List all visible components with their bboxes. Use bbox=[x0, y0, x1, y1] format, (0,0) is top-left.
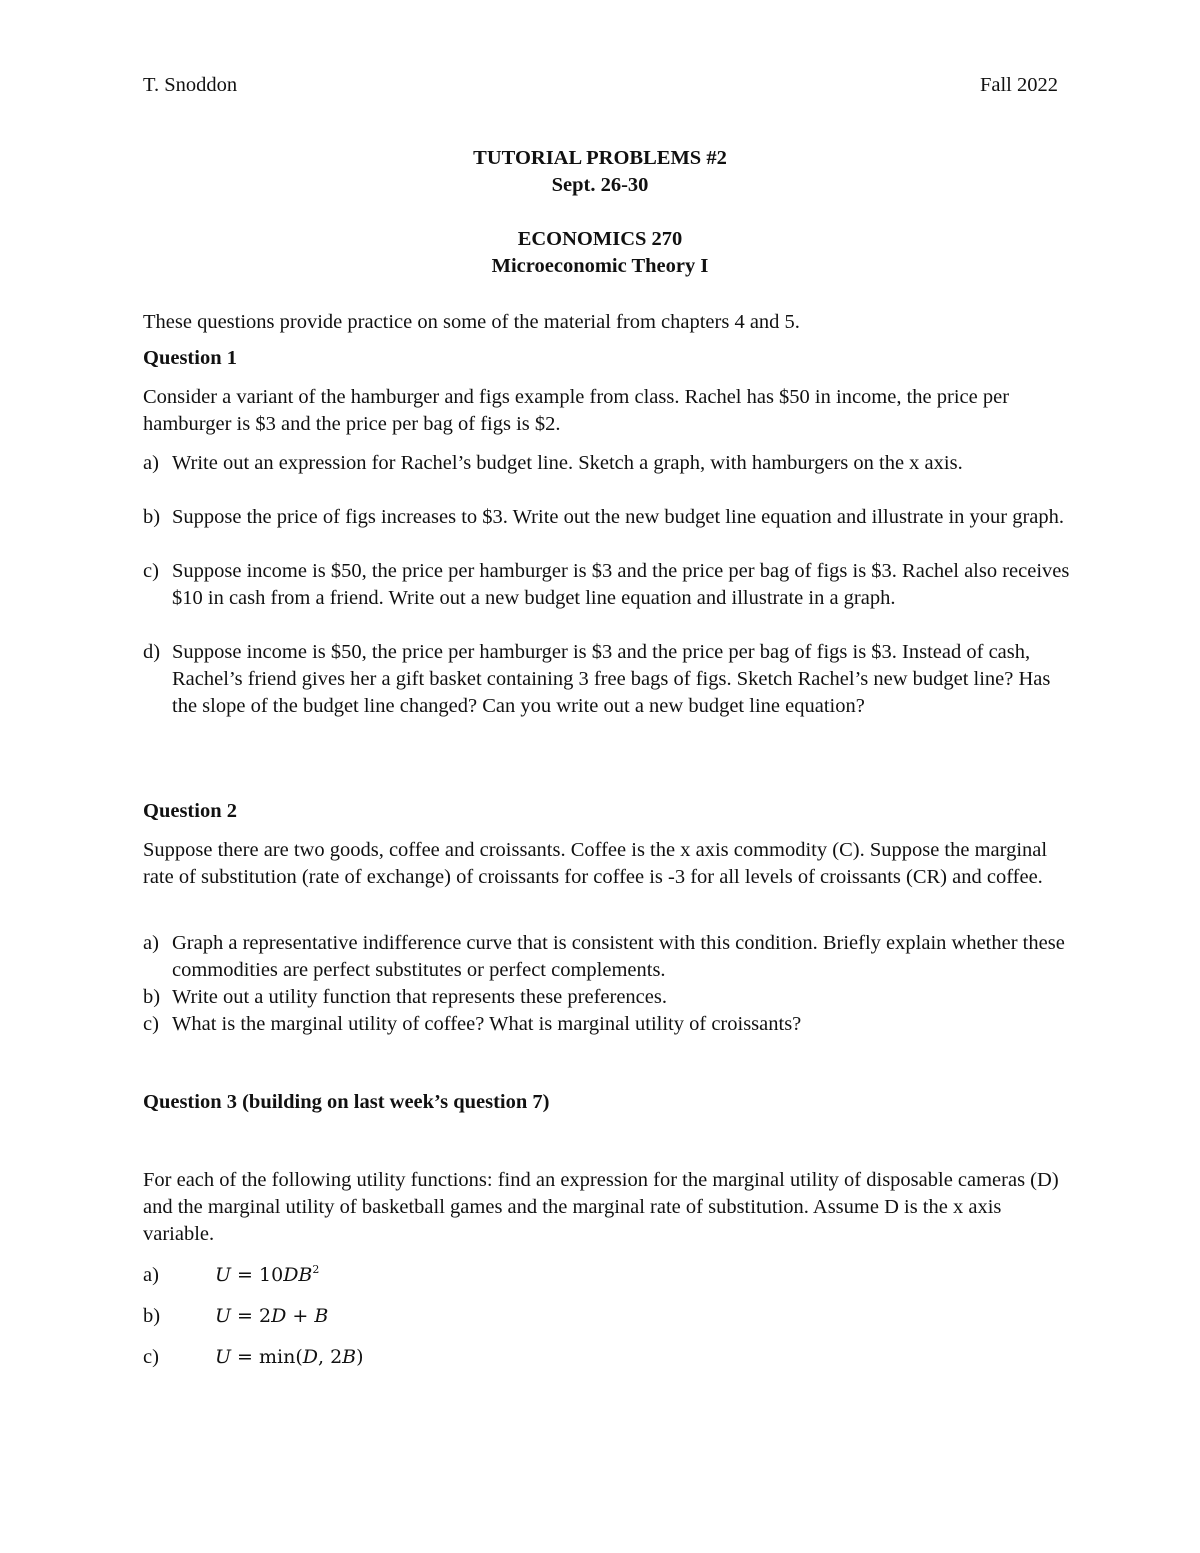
item-text: Suppose the price of figs increases to $3. Write out the new budget line equation and illustrate in your graph. bbox=[172, 506, 1065, 528]
item-label: a) bbox=[143, 452, 159, 474]
intro-text: These questions provide practice on some of the material from chapters 4 and 5. bbox=[143, 311, 800, 333]
equation-expression: U = min(D, 2B) bbox=[215, 1346, 364, 1368]
course-code: ECONOMICS 270 bbox=[517, 228, 683, 250]
header-term: Fall 2022 bbox=[979, 74, 1058, 96]
course-name: Microeconomic Theory I bbox=[491, 255, 709, 277]
q2-text: Suppose there are two goods, coffee and croissants. Coffee is the x axis commodity (C). Suppose the marginal rate of substitution (rate of exchange) of croissants for coffee is -3 for all levels of croissants (CR) and coffee. bbox=[143, 839, 1048, 888]
equation-label: c) bbox=[143, 1346, 159, 1368]
q1-text: Consider a variant of the hamburger and figs example from class. Rachel has $50 in income, the price per hamburger is $3 and the price per bag of figs is $2. bbox=[143, 386, 1010, 435]
item-label: a) bbox=[143, 932, 159, 954]
title-line2: Sept. 26-30 bbox=[551, 174, 649, 196]
item-label: c) bbox=[143, 1013, 159, 1035]
q1-heading: Question 1 bbox=[143, 347, 237, 369]
q2-heading: Question 2 bbox=[143, 800, 237, 822]
item-label: d) bbox=[143, 641, 161, 663]
item-label: b) bbox=[143, 986, 161, 1008]
item-label: c) bbox=[143, 560, 159, 582]
header-author: T. Snoddon bbox=[143, 74, 238, 96]
item-text: What is the marginal utility of coffee? What is marginal utility of croissants? bbox=[172, 1013, 802, 1035]
equation-expression: U = 2D + B bbox=[215, 1305, 329, 1327]
equation-expression: $U = 10DB^2$ bbox=[215, 1263, 320, 1286]
equation-label: a) bbox=[143, 1264, 159, 1286]
q3-text: For each of the following utility functions: find an expression for the marginal utility of disposable cameras (D) and the marginal utility of basketball games and the marginal rate of substitution. Assume D is the x axis variable. bbox=[143, 1169, 1059, 1245]
equation-label: b) bbox=[143, 1305, 161, 1327]
item-text: Write out a utility function that represents these preferences. bbox=[172, 986, 667, 1008]
item-text: Graph a representative indifference curve that is consistent with this condition. Briefly explain whether these commodities are perfect substitutes or perfect complements. bbox=[172, 932, 1065, 981]
title-line1: TUTORIAL PROBLEMS #2 bbox=[473, 147, 727, 169]
q3-heading: Question 3 (building on last week’s question 7) bbox=[143, 1091, 550, 1113]
item-label: b) bbox=[143, 506, 161, 528]
item-text: Suppose income is $50, the price per hamburger is $3 and the price per bag of figs is $3. Instead of cash, Rachel’s friend gives her a gift basket containing 3 free bags of figs. Sketch Rachel’s new budget line? Has the slope of the budget line changed? Can you write out a new budget line equation? bbox=[172, 641, 1051, 717]
item-text: Suppose income is $50, the price per hamburger is $3 and the price per bag of figs is $3. Rachel also receives $10 in cash from a friend. Write out a new budget line equation and illustrate in a graph. bbox=[172, 560, 1070, 609]
item-text: Write out an expression for Rachel’s budget line. Sketch a graph, with hamburgers on the x axis. bbox=[172, 452, 963, 474]
